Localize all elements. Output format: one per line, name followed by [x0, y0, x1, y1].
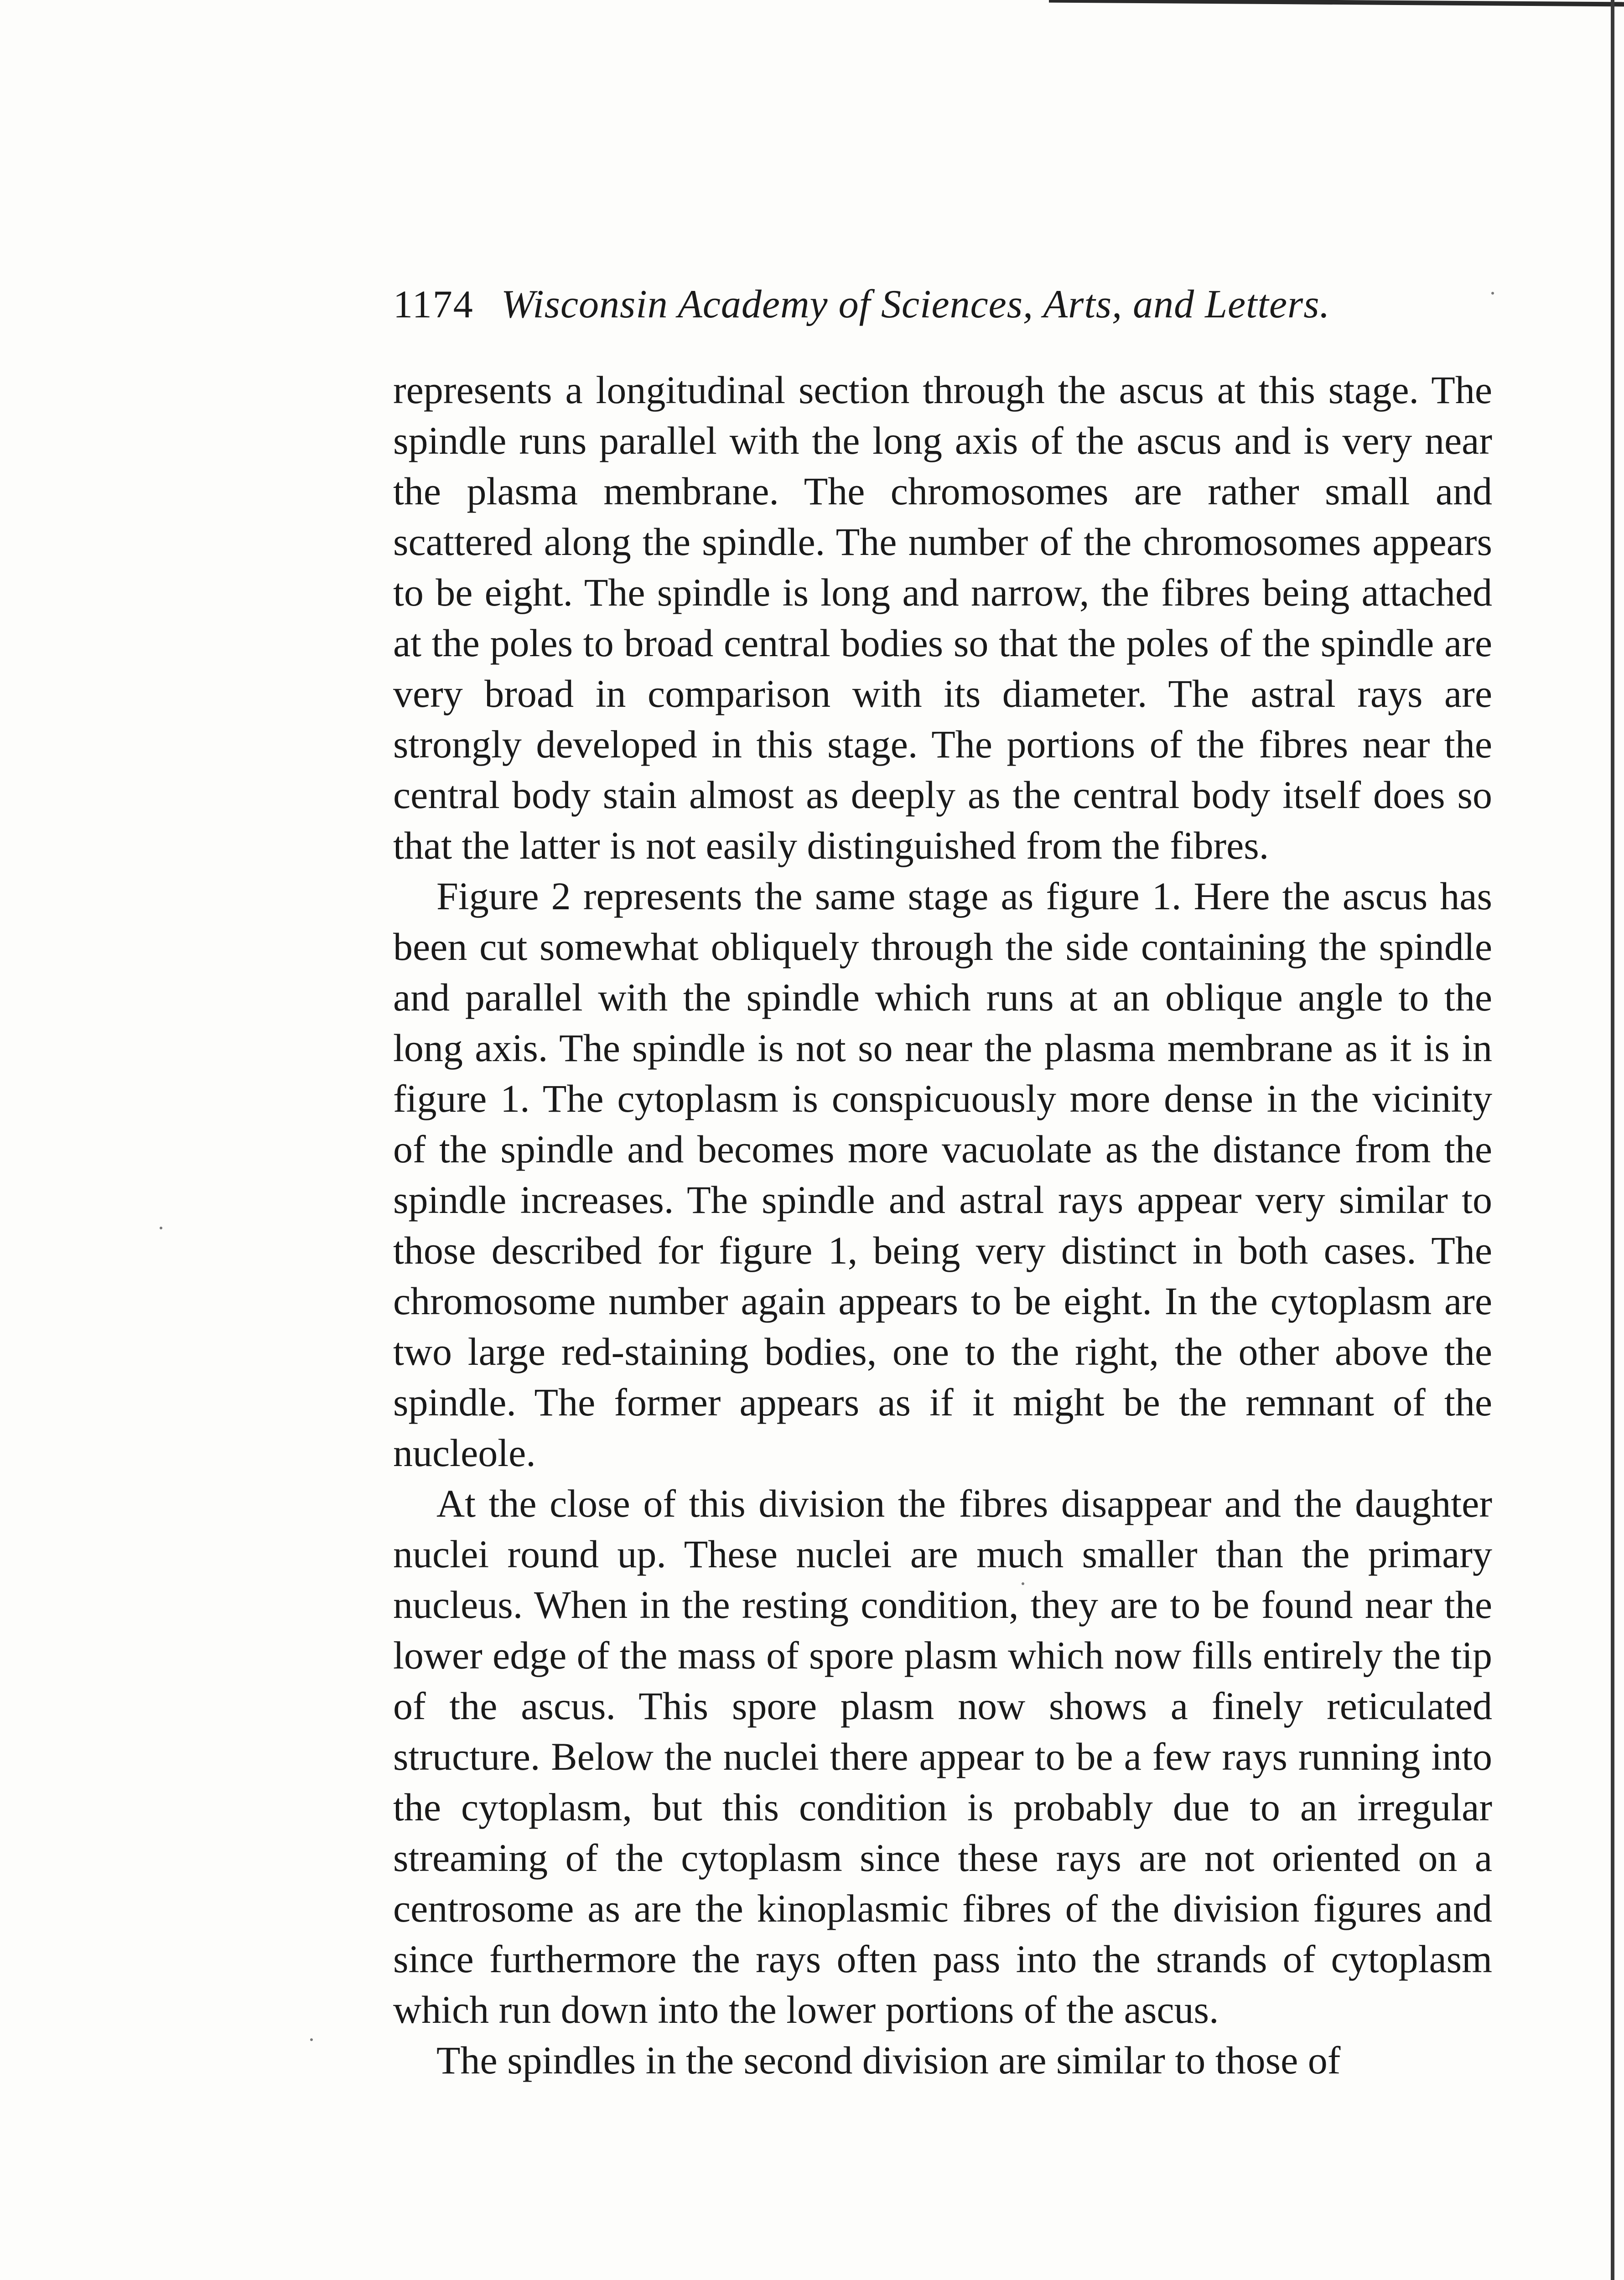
scan-edge-top — [1049, 0, 1624, 6]
paragraph-1: represents a longitudinal section through the ascus at this stage. The spindle runs parallel with the long axis of the ascus and is very near the plasma membrane. The chromosomes are rather small and scattered along the spindle. The number of the chromosomes appears to be eight. The spindle is long and narrow, the fibres being attached at the poles to broad central bodies so that the poles of the spindle are very broad in comparison with its diameter. The astral rays are strongly developed in this stage. The portions of the fibres near the central body stain almost as deeply as the central body itself does so that the latter is not easily distinguished from the fibres. — [393, 368, 1492, 867]
dust-speck — [310, 2038, 313, 2041]
body-text — [393, 365, 1492, 2086]
scan-edge-right — [1611, 0, 1614, 2280]
running-head — [393, 270, 1497, 338]
dust-speck — [160, 1227, 162, 1229]
journal-title: Wisconsin Academy of Sciences, Arts, and Letters. — [501, 282, 1330, 326]
paragraph-4: The spindles in the second division are similar to those of — [436, 2038, 1341, 2082]
paragraph-3: At the close of this division the fibres disappear and the daughter nuclei round up. These nuclei are much smaller than the primary nucleus. When in the resting condition, they are to be found near the lower edge of the mass of spore plasm which now fills entirely the tip of the ascus. This spore plasm now shows a finely reticulated structure. Below the nuclei there appear to be a few rays running into the cytoplasm, but this condition is probably due to an irregular streaming of the cytoplasm since these rays are not oriented on a centrosome as are the kinoplasmic fibres of the division figures and since furthermore the rays often pass into the strands of cytoplasm which run down into the lower portions of the ascus. — [393, 1482, 1492, 2031]
paragraph-2: Figure 2 represents the same stage as figure 1. Here the ascus has been cut somewhat obliquely through the side containing the spindle and parallel with the spindle which runs at an oblique angle to the long axis. The spindle is not so near the plasma membrane as it is in figure 1. The cytoplasm is conspicuously more dense in the vicinity of the spindle and becomes more vacuolate as the distance from the spindle increases. The spindle and astral rays appear very similar to those described for figure 1, being very distinct in both cases. The chromosome number again appears to be eight. In the cytoplasm are two large red-staining bodies, one to the right, the other above the spindle. The former appears as if it might be the remnant of the nucleole. — [393, 874, 1492, 1475]
page-number: 1174 — [393, 282, 474, 326]
